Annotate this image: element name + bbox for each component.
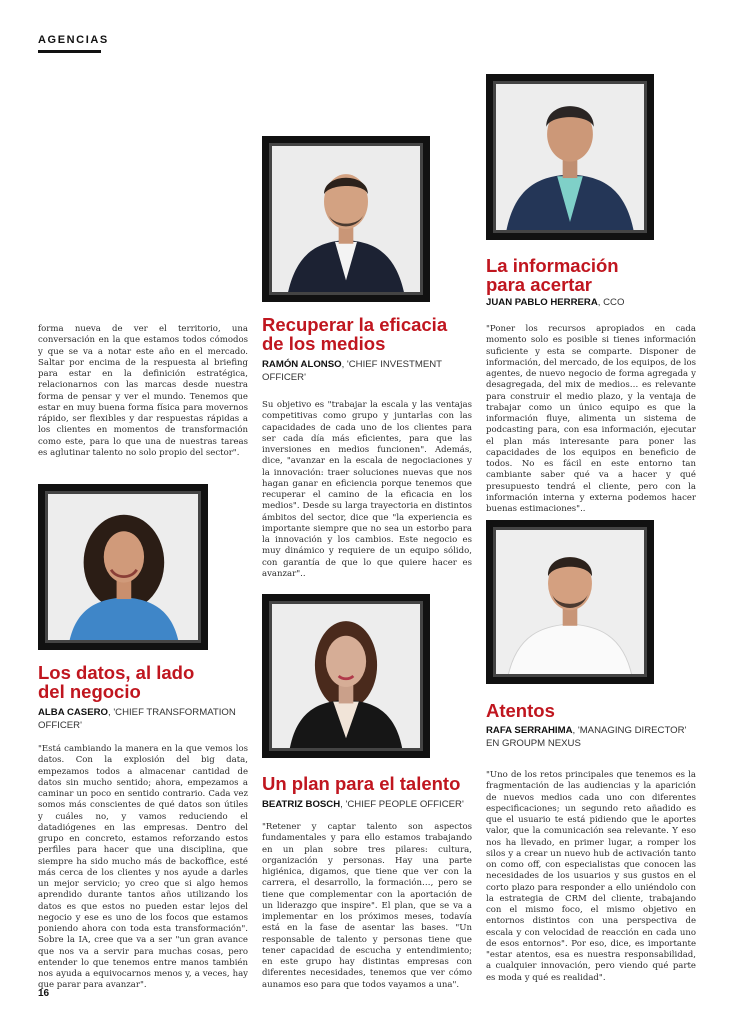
byline-casero — [38, 706, 248, 732]
byline-role: , CCO — [597, 297, 625, 308]
headline-line-1: La información — [486, 255, 619, 276]
byline-role: , 'CHIEF INVESTMENT OFFICER' — [262, 359, 442, 383]
article-body-casero: "Está cambiando la manera en la que vemos los datos. Con la explosión del big data, empezamos todos a almacenar cantidad de datos sin mucho sentido; ahora, empezamos a caminar un poco en sentido contrario. Cada vez somos más conscientes de qué datos son útiles y cuáles no, y vamos reduciendo el datadiógenes en las empresas. Dentro del grupo en concreto, estamos reforzando estos perfiles para hacer que una disciplina, que siempre ha sido mucho más de backoffice, esté más cerca de los clientes y nos ayude a darles un mejor servicio; yo creo que si algo hemos aprendido durante tantos años utilizando los datos es que estos no pueden estar lejos del negocio y ese es uno de los focos que estamos poniendo ahora con toda esta transformación". Sobre la IA, cree que va a ser "un gran avance que nos va a servir para muchas cosas, pero entender lo que tenemos entre manos también nos ayuda a equivocarnos menos y, a veces, hay que parar para avanzar". — [38, 744, 248, 991]
article-body-serrahima: "Uno de los retos principales que tenemos es la fragmentación de las audiencias y la aparición de nuevos medios cada uno con diferentes especificaciones; un segundo reto añadido es que el usuario te está pidiendo que le aportes valor, que la comunicación sea relevante. Y eso nos ha llevado, en primer lugar, a romper los silos y a crear un nuevo hub de activación tanto on como off, con especialistas que conocen las necesidades de los usuarios y sus gustos en el corto plazo para responder a ello uniéndolo con la estrategia de CRM del cliente, trabajando con el mismo foco, el mismo objetivo en entornos distintos con una perspectiva de escala y con velocidad de reacción en cada uno de esos entornos". Por eso, dice, es importante "estar atentos, esa es nuestra responsabilidad, a cualquier innovación, pero viendo qué parte es moda y qué es realidad". — [486, 770, 696, 983]
section-label: AGENCIAS — [38, 34, 109, 46]
portrait-illustration — [269, 143, 423, 295]
byline-name: ALBA CASERO — [38, 707, 108, 718]
byline-bosch — [262, 798, 472, 811]
byline-role: , 'CHIEF PEOPLE OFFICER' — [340, 799, 464, 810]
byline-role: , 'CHIEF TRANSFORMATION OFFICER' — [38, 707, 236, 731]
headline-bosch — [262, 774, 482, 793]
portrait-illustration — [269, 601, 423, 751]
headline-line-2: para acertar — [486, 274, 592, 295]
portrait-beatriz-bosch — [262, 594, 430, 758]
portrait-alba-casero — [38, 484, 208, 650]
headline-serrahima — [486, 701, 696, 720]
headline-line-1: Un plan para el talento — [262, 773, 461, 794]
portrait-rafa-serrahima — [486, 520, 654, 684]
headline-line-2: del negocio — [38, 681, 141, 702]
article-body-herrera: "Poner los recursos apropiados en cada momento solo es posible si tienes información suficiente y esta se comparte. Disponer de información, del mercado, de los equipos, de los agentes, de nuevo negocio de forma agregada y desagregada, del mix de medios… es relevante para construir el medio plazo, y la ventaja de trabajar como un único equipo es que la información fluye, alimenta un sistema de podcasting para, con esa información, ejecutar el plan más interesante para poner las capacidades de los equipos en beneficio de todos. No es fácil en este entorno tan cambiante saber qué va a hacer y qué presupuesto tendrá el cliente, pero con la información interna y externa podemos hacer buenas estimaciones".. — [486, 324, 696, 514]
intro-continuation-text: forma nueva de ver el territorio, una conversación en la que estamos todos cómodos y que se va a notar este año en el mercado. Saltar por encima de la respuesta al briefing para estar en la definición estratégica, relacionarnos con las marcas desde nuestra forma de pensar y ver el mundo. Tenemos que estar en muy buena forma física para movernos rápido, ser flexibles y dar respuestas rápidas a los clientes en momentos de transformación como este, para lo que una de nuestras tareas es aglutinar talento no solo propio del sector". — [38, 324, 248, 458]
byline-name: RAMÓN ALONSO — [262, 359, 342, 370]
portrait-illustration — [493, 527, 647, 677]
headline-alonso — [262, 315, 482, 353]
article-body-alonso: Su objetivo es "trabajar la escala y las ventajas competitivas como grupo y juntarlas con las capacidades de cada uno de los clientes para ser cada día más eficientes, para que las inversiones en medios funcionen". Además, dice, "avanzar en la escala de negociaciones y la innovación: traer soluciones nuevas que nos hagan ganar en eficiencia porque tenemos que recuperar el camino de la eficacia en los medios". Desde su larga trayectoria en distintos ámbitos del sector, dice que "la experiencia es importante siempre que no sea un estorbo para la innovación y los cambios. Este negocio es muy dinámico y requiere de un equipo sólido, con garantía de que lo que quiere hacer es avanzar".. — [262, 400, 472, 579]
portrait-illustration — [493, 81, 647, 233]
headline-line-1: Atentos — [486, 700, 555, 721]
article-body-bosch: "Retener y captar talento son aspectos fundamentales y para ello estamos trabajando en un plan sobre tres pilares: cultura, organización y personas. Hay una parte higiénica, digamos, que tiene que ver con la carrera, el desarrollo, la formación…, pero se tiene que complementar con la aportación de un liderazgo que inspire". El plan, que se va a implementar en los próximos meses, todavía está en la fase de asentar las bases. "Un responsable de talento y personas tiene que tener capacidad de escucha y entendimiento; en este grupo hay distintas empresas con diferentes necesidades, tenemos que ver cómo aunamos eso para que todos vayamos a una". — [262, 822, 472, 990]
byline-serrahima — [486, 724, 691, 750]
portrait-illustration — [45, 491, 201, 643]
headline-casero — [38, 663, 248, 701]
portrait-ramon-alonso — [262, 136, 430, 302]
byline-herrera — [486, 296, 696, 309]
byline-name: JUAN PABLO HERRERA — [486, 297, 598, 308]
byline-name: BEATRIZ BOSCH — [262, 799, 341, 810]
byline-name: RAFA SERRAHIMA — [486, 725, 573, 736]
headline-line-2: de los medios — [262, 333, 386, 354]
headline-herrera — [486, 256, 696, 294]
page-number: 16 — [38, 988, 50, 999]
byline-alonso — [262, 358, 472, 384]
headline-line-1: Recuperar la eficacia — [262, 314, 448, 335]
byline-role: , 'MANAGING DIRECTOR' EN GROUPM NEXUS — [486, 725, 687, 749]
headline-line-1: Los datos, al lado — [38, 662, 195, 683]
section-rule — [38, 50, 101, 53]
portrait-juan-pablo-herrera — [486, 74, 654, 240]
